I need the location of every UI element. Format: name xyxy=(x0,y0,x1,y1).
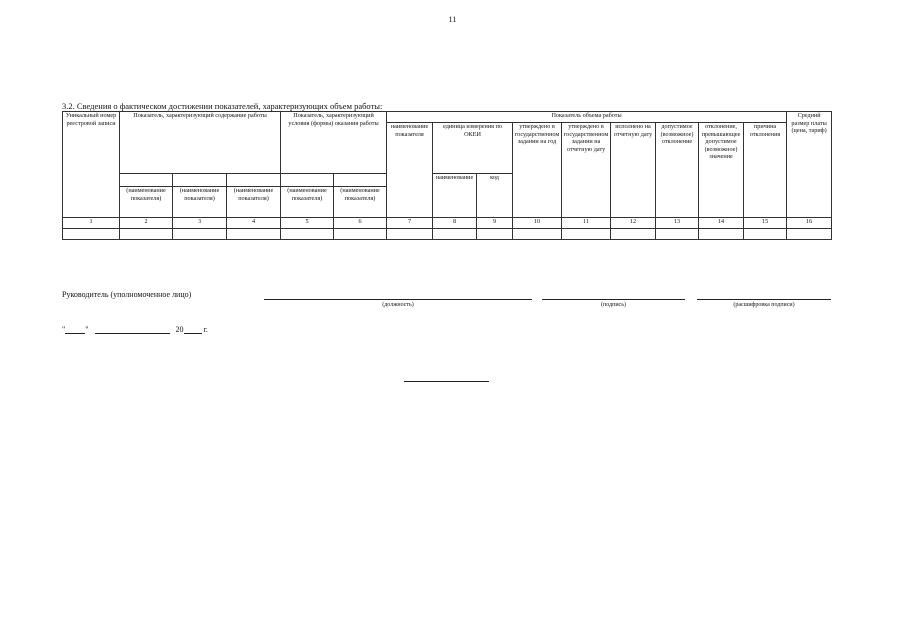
column-number: 11 xyxy=(562,218,611,229)
column-number: 15 xyxy=(744,218,787,229)
page-number: 11 xyxy=(448,15,457,24)
empty-cell xyxy=(281,174,334,187)
column-number: 6 xyxy=(334,218,387,229)
empty-data-row xyxy=(63,229,832,240)
column-number: 16 xyxy=(787,218,832,229)
header-excess-deviation: отклонение, превышающее допустимое (возможное) значение xyxy=(699,123,744,218)
column-number: 13 xyxy=(656,218,699,229)
year-suffix: г. xyxy=(203,325,208,334)
header-content-indicator: Показатель, характеризующий содержание работы xyxy=(120,112,281,174)
header-deviation-reason: причина отклонения xyxy=(744,123,787,218)
header-unit-okei: единица измерения по ОКЕИ xyxy=(433,123,513,174)
decoding-caption: (расшифровка подписи) xyxy=(733,302,795,308)
quote-close: " xyxy=(85,325,89,334)
day-blank xyxy=(65,324,85,334)
empty-cell xyxy=(334,174,387,187)
year-blank xyxy=(184,324,202,334)
header-unit-code: код xyxy=(477,174,513,218)
column-number: 2 xyxy=(120,218,173,229)
subheader-indicator-name: (наименование показателя) xyxy=(227,187,281,218)
signature-caption: (подпись) xyxy=(601,302,626,308)
subheader-indicator-name: (наименование показателя) xyxy=(334,187,387,218)
month-blank xyxy=(95,324,170,334)
empty-cell xyxy=(120,174,173,187)
header-fulfilled: исполнено на отчетную дату xyxy=(611,123,656,218)
section-title: 3.2. Сведения о фактическом достижении показателей, характеризующих объем работы: xyxy=(62,101,383,111)
column-number: 4 xyxy=(227,218,281,229)
column-number: 5 xyxy=(281,218,334,229)
date-line xyxy=(62,324,208,334)
header-unique-number: Уникальный номер реестровой записи xyxy=(63,112,120,218)
column-number: 14 xyxy=(699,218,744,229)
column-number: 7 xyxy=(387,218,433,229)
quote-open: " xyxy=(62,325,66,334)
empty-cell xyxy=(173,174,227,187)
column-number: 3 xyxy=(173,218,227,229)
decoding-line xyxy=(697,299,831,300)
header-average-fee: Средний размер платы (цена, тариф) xyxy=(787,112,832,218)
header-volume-indicator: Показатель объема работы xyxy=(387,112,787,123)
column-number: 10 xyxy=(513,218,562,229)
volume-indicators-table xyxy=(62,111,832,240)
header-approved-date: утверждено в государственном задании на отчетную дату xyxy=(562,123,611,218)
subheader-indicator-name: (наименование показателя) xyxy=(281,187,334,218)
empty-cell xyxy=(227,174,281,187)
header-allowed-deviation: допустимое (возможное) отклонение xyxy=(656,123,699,218)
header-approved-year: утверждено в государственном задании на год xyxy=(513,123,562,218)
column-number: 12 xyxy=(611,218,656,229)
signature-line xyxy=(542,299,685,300)
year-prefix: 20 xyxy=(175,325,184,334)
footnote-separator xyxy=(404,381,489,382)
header-unit-name: наименование xyxy=(433,174,477,218)
position-line xyxy=(264,299,532,300)
header-conditions-indicator: Показатель, характеризующий условия (формы) оказания работы xyxy=(281,112,387,174)
column-number: 9 xyxy=(477,218,513,229)
subheader-indicator-name: (наименование показателя) xyxy=(173,187,227,218)
header-indicator-name: наименование показателя xyxy=(387,123,433,218)
signature-label: Руководитель (уполномоченное лицо) xyxy=(62,290,192,299)
position-caption: (должность) xyxy=(382,302,414,308)
subheader-indicator-name: (наименование показателя) xyxy=(120,187,173,218)
column-number: 8 xyxy=(433,218,477,229)
column-number: 1 xyxy=(63,218,120,229)
